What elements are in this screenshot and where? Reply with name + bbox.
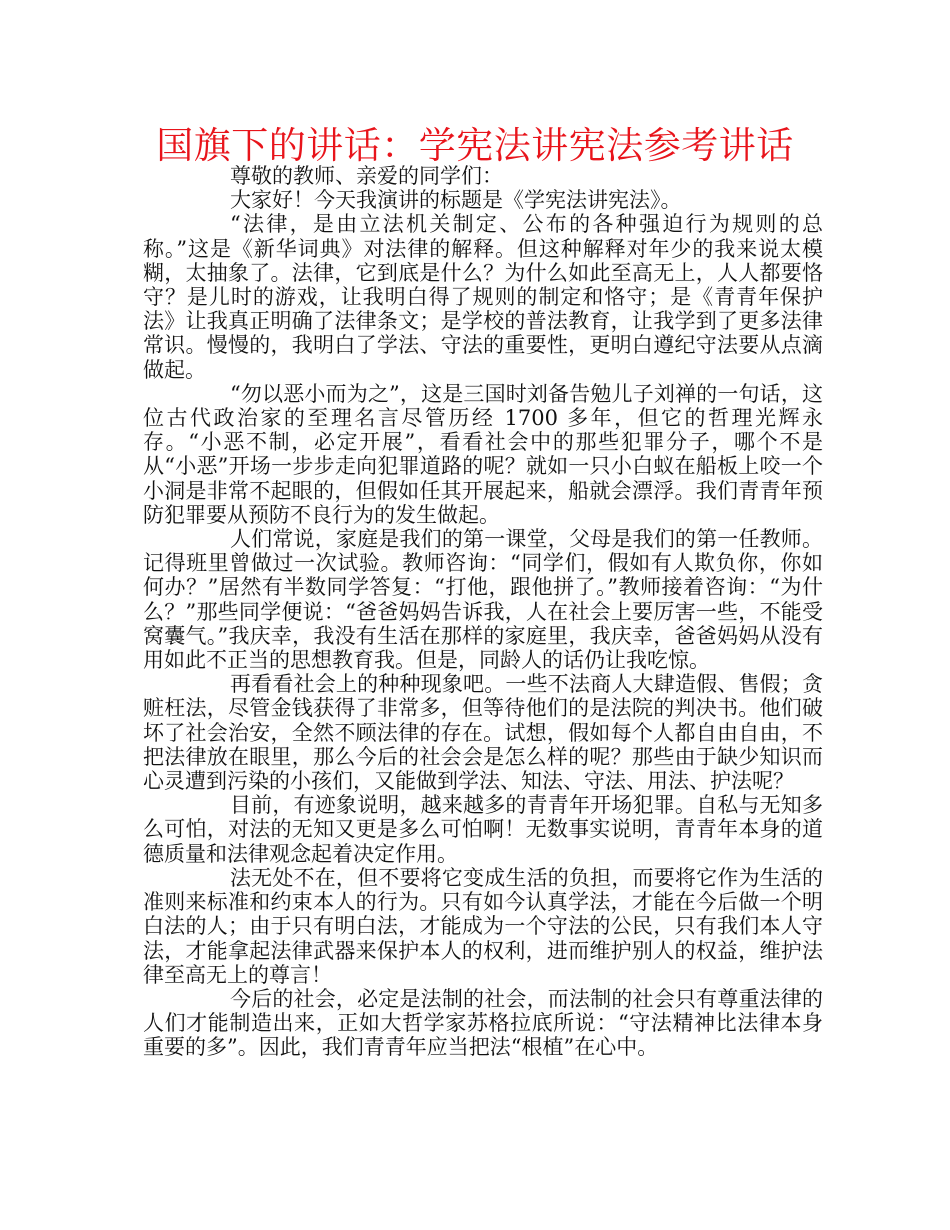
salutation: 尊敬的教师、亲爱的同学们： xyxy=(230,164,503,188)
paragraph-greeting: 大家好！今天我演讲的标题是《学宪法讲宪法》。 xyxy=(230,188,682,213)
paragraph-law-everywhere: 法无处不在，但不要将它变成生活的负担，而要将它作为生活的准则来标准和约束本人的行为。只有如今认真学法，才能在今后做一个明白法的人；由于只有明白法，才能成为一个守法的公民，只有我们本人守法，才能拿起法律武器来保护本人的权利，进而维护别人的权益，维护法律至高无上的尊言！ xyxy=(143,865,823,987)
paragraph-society: 再看看社会上的种种现象吧。一些不法商人大肆造假、售假；贪赃枉法，尽管金钱获得了非常多，但等待他们的是法院的判决书。他们破坏了社会治安，全然不顾法律的存在。试想，假如每个人都自由自由，不把法律放在眼里，那么今后的社会会是怎么样的呢？那些由于缺少知识而心灵遭到污染的小孩们，又能做到学法、知法、守法、用法、护法呢？ xyxy=(143,672,823,794)
paragraph-conclusion: 今后的社会，必定是法制的社会，而法制的社会只有尊重法律的人们才能制造出来，正如大哲学家苏格拉底所说：“守法精神比法律本身重要的多”。因此，我们青青年应当把法“根植”在心中。 xyxy=(143,986,823,1060)
paragraph-youth-crime: 目前，有迹象说明，越来越多的青青年开场犯罪。自私与无知多么可怕，对法的无知又更是多么可怕啊！无数事实说明，青青年本身的道德质量和法律观念起着决定作用。 xyxy=(143,793,823,866)
document-body xyxy=(143,164,823,1060)
paragraph-family: 人们常说，家庭是我们的第一课堂，父母是我们的第一任教师。记得班里曾做过一次试验。教师咨询：“同学们，假如有人欺负你，你如何办？”居然有半数同学答复：“打他，跟他拼了。”教师接着咨询：“为什么？”那些同学便说：“爸爸妈妈告诉我，人在社会上要厉害一些，不能受窝囊气。”我庆幸，我没有生活在那样的家庭里，我庆幸，爸爸妈妈从没有用如此不正当的思想教育我。但是，同龄人的话仍让我吃惊。 xyxy=(143,527,823,673)
paragraph-small-evil: “勿以恶小而为之”，这是三国时刘备告勉儿子刘禅的一句话，这位古代政治家的至理名言尽管历经 1700 多年，但它的哲理光辉永存。“小恶不制，必定开展”，看看社会中的那些犯罪分子，哪个不是从“小恶”开场一步步走向犯罪道路的呢？就如一只小白蚁在船板上咬一个小洞是非常不起眼的，但假如任其开展起来，船就会漂浮。我们青青年预防犯罪要从预防不良行为的发生做起。 xyxy=(143,381,823,527)
paragraph-law-definition: “法律，是由立法机关制定、公布的各种强迫行为规则的总称。”这是《新华词典》对法律的解释。但这种解释对年少的我来说太模糊，太抽象了。法律，它到底是什么？为什么如此至高无上，人人都要恪守？是儿时的游戏，让我明白得了规则的制定和恪守；是《青青年保护法》让我真正明确了法律条文；是学校的普法教育，让我学到了更多法律常识。慢慢的，我明白了学法、守法的重要性，更明白遵纪守法要从点滴做起。 xyxy=(143,212,823,382)
document-title: 国旗下的讲话：学宪法讲宪法参考讲话 xyxy=(156,124,794,167)
